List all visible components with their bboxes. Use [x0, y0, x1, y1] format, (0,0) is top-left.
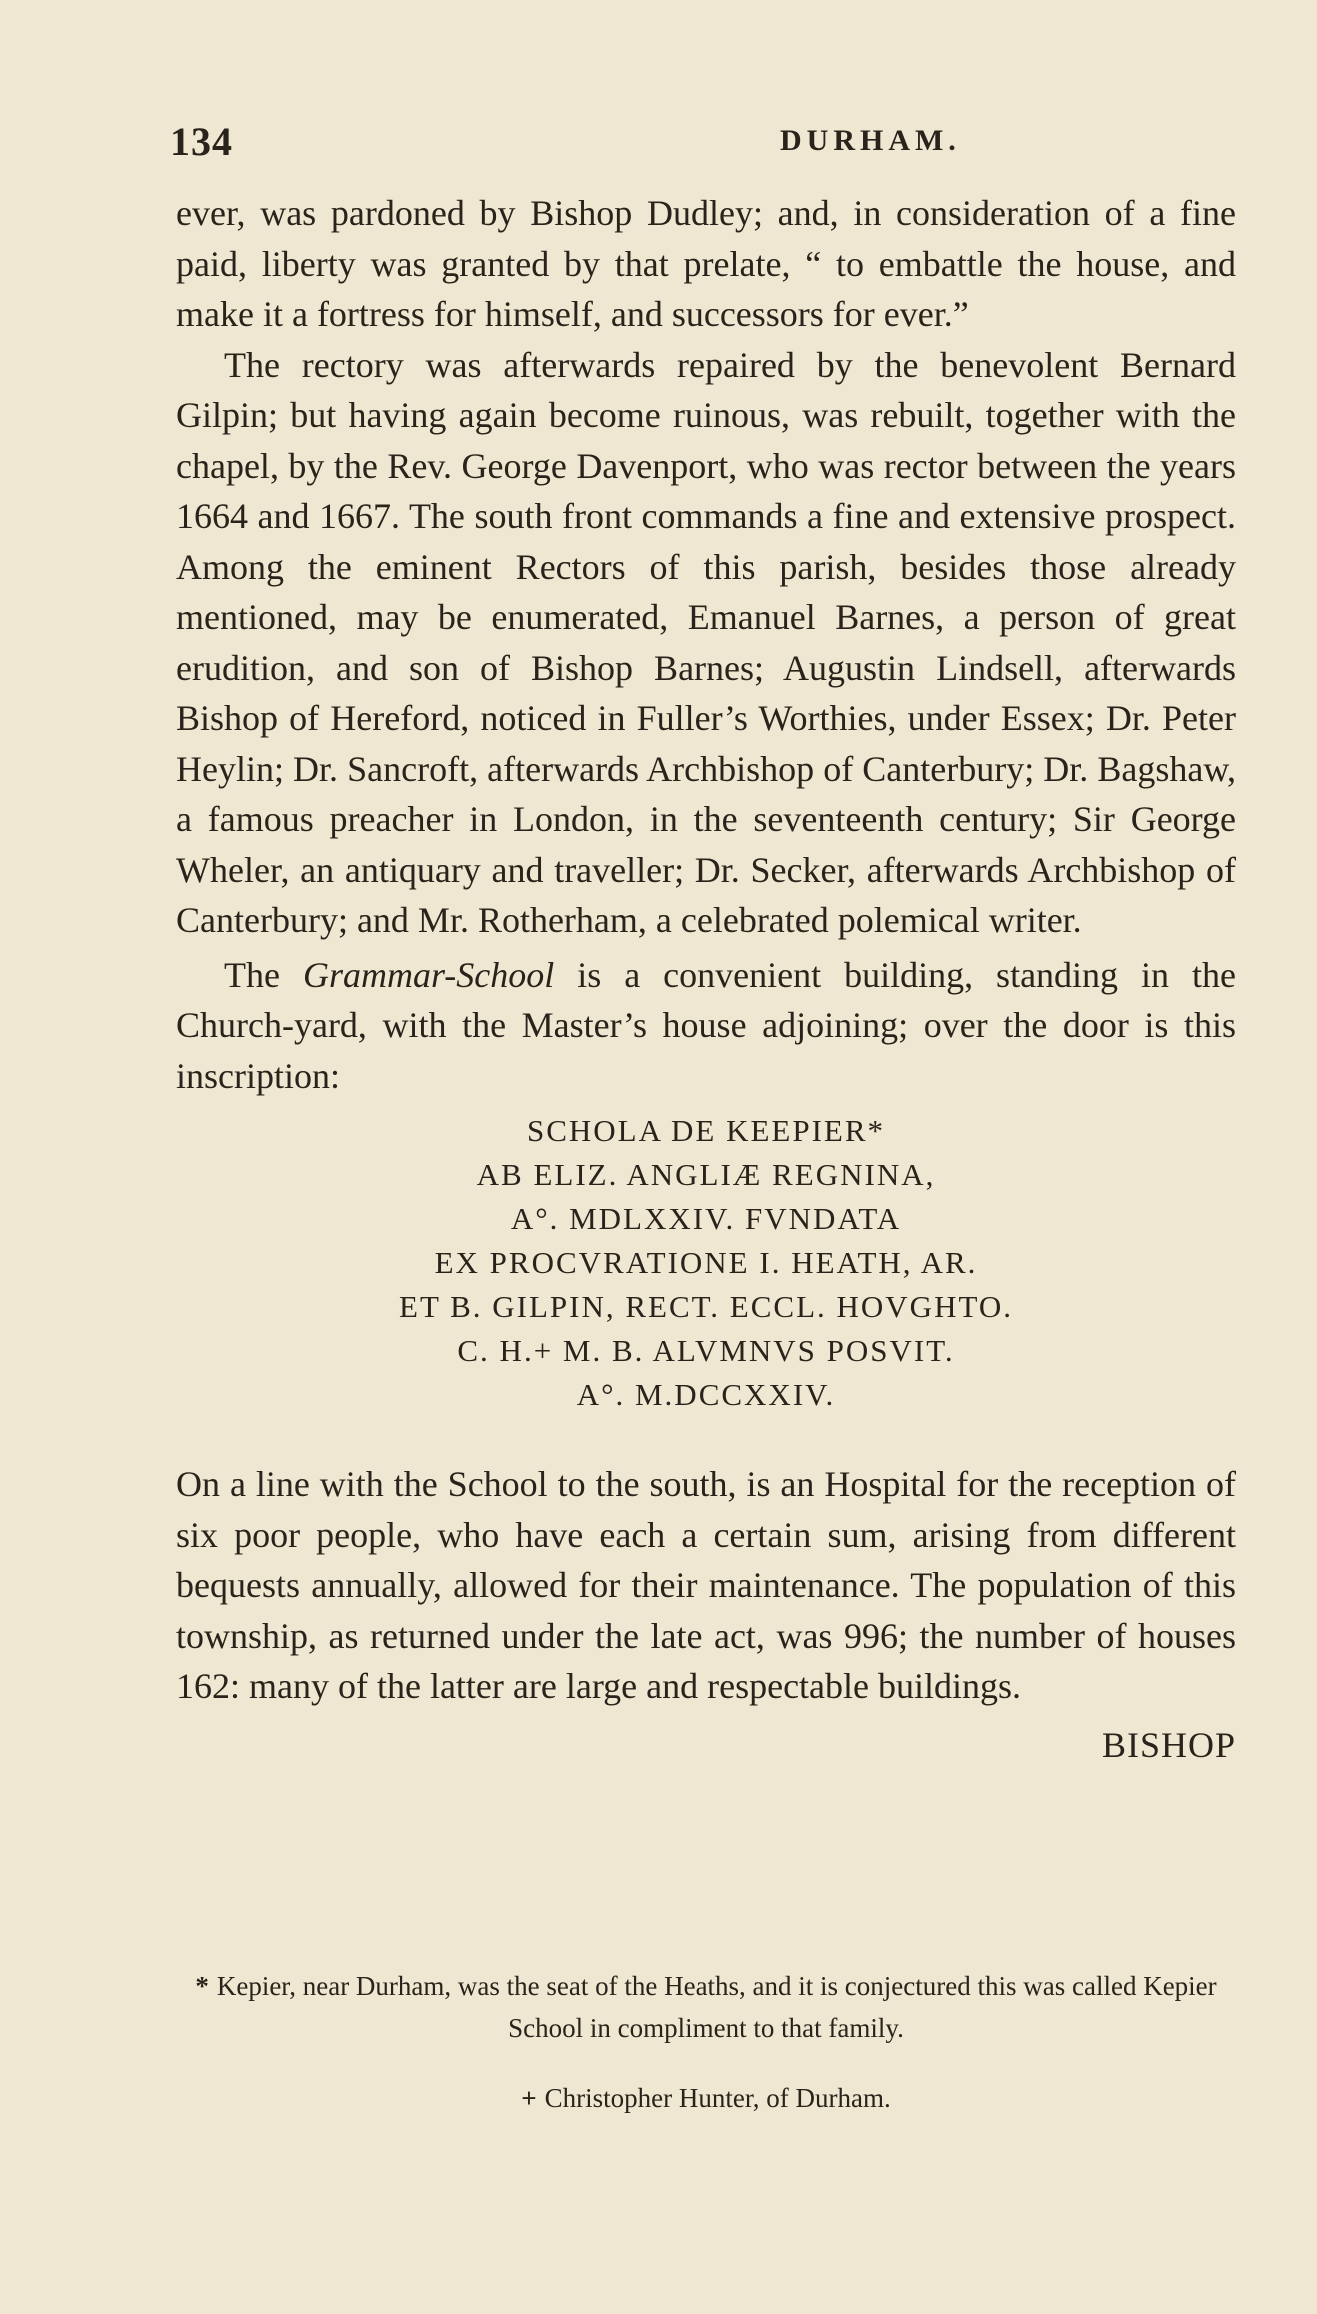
paragraph-rectory: The rectory was afterwards repaired by the benevolent Bernard Gilpin; but having again become ruinous, was rebuilt, together with the chapel, by the Rev. George Davenport, who was rector between the years 1664 and 1667. The south front commands a fine and extensive prospect. Among the eminent Rectors of this parish, besides those already mentioned, may be enumerated, Emanuel Barnes, a person of great erudition, and son of Bishop Barnes; Augustin Lindsell, afterwards Bishop of Hereford, noticed in Fuller’s Worthies, under Essex; Dr. Peter Heylin; Dr. Sancroft, afterwards Archbishop of Canterbury; Dr. Bagshaw, a famous preacher in London, in the seventeenth century; Sir George Wheler, an antiquary and traveller; Dr. Secker, afterwards Archbishop of Canterbury; and Mr. Rotherham, a celebrated polemical writer. — [176, 344, 1236, 940]
footnote-hunter — [176, 2077, 1236, 2119]
footnote-mark: + — [521, 2083, 537, 2113]
grammar-school-lead: The — [224, 954, 280, 995]
inscription-line: A°. M.DCCXXIV. — [576, 1377, 836, 1412]
inscription — [176, 1109, 1236, 1417]
footnotes — [176, 1965, 1236, 2119]
footnote-mark: * — [195, 1971, 209, 2001]
page-header — [170, 118, 1245, 168]
inscription-line: AB ELIZ. ANGLIÆ REGNINA, — [476, 1157, 936, 1192]
inscription-line: A°. MDLXXIV. FVNDATA — [510, 1201, 902, 1236]
inscription-line: ET B. GILPIN, RECT. ECCL. HOVGHTO. — [399, 1289, 1013, 1324]
paragraph-hospital: On a line with the School to the south, is an Hospital for the reception of six poor people, who have each a certain sum, arising from different bequests annually, allowed for their maintenance. The population of this township, as returned under the late act, was 996; the number of houses 162: many of the latter are large and respectable buildings. — [176, 1464, 1236, 1706]
grammar-school-rest: is a convenient building, standing in the Church-yard, with the Master’s house adjoining; over the door is this inscription: — [176, 954, 1236, 1096]
paragraph-grammar-school — [176, 950, 1236, 1102]
footnote-kepier — [176, 1965, 1236, 2049]
grammar-school-italic: Grammar-School — [302, 954, 555, 995]
paragraph-continuation: ever, was pardoned by Bishop Dudley; and, in consideration of a fine paid, liberty was granted by that prelate, “ to embattle the house, and make it a fortress for himself, and successors for ever.” — [176, 193, 1236, 334]
inscription-line: SCHOLA DE KEEPIER* — [526, 1113, 886, 1148]
inscription-line: C. H.+ M. B. ALVMNVS POSVIT. — [457, 1333, 955, 1368]
inscription-line: EX PROCVRATIONE I. HEATH, AR. — [434, 1245, 978, 1280]
footnote-text: Kepier, near Durham, was the seat of the Heaths, and it is conjectured this was called Kepier School in compliment to that family. — [216, 1971, 1217, 2043]
catchword: BISHOP — [1101, 1724, 1236, 1765]
page-number: 134 — [170, 119, 233, 164]
running-head: DURHAM. — [780, 124, 961, 157]
body-text — [176, 188, 1236, 1766]
footnote-text: Christopher Hunter, of Durham. — [544, 2083, 891, 2113]
